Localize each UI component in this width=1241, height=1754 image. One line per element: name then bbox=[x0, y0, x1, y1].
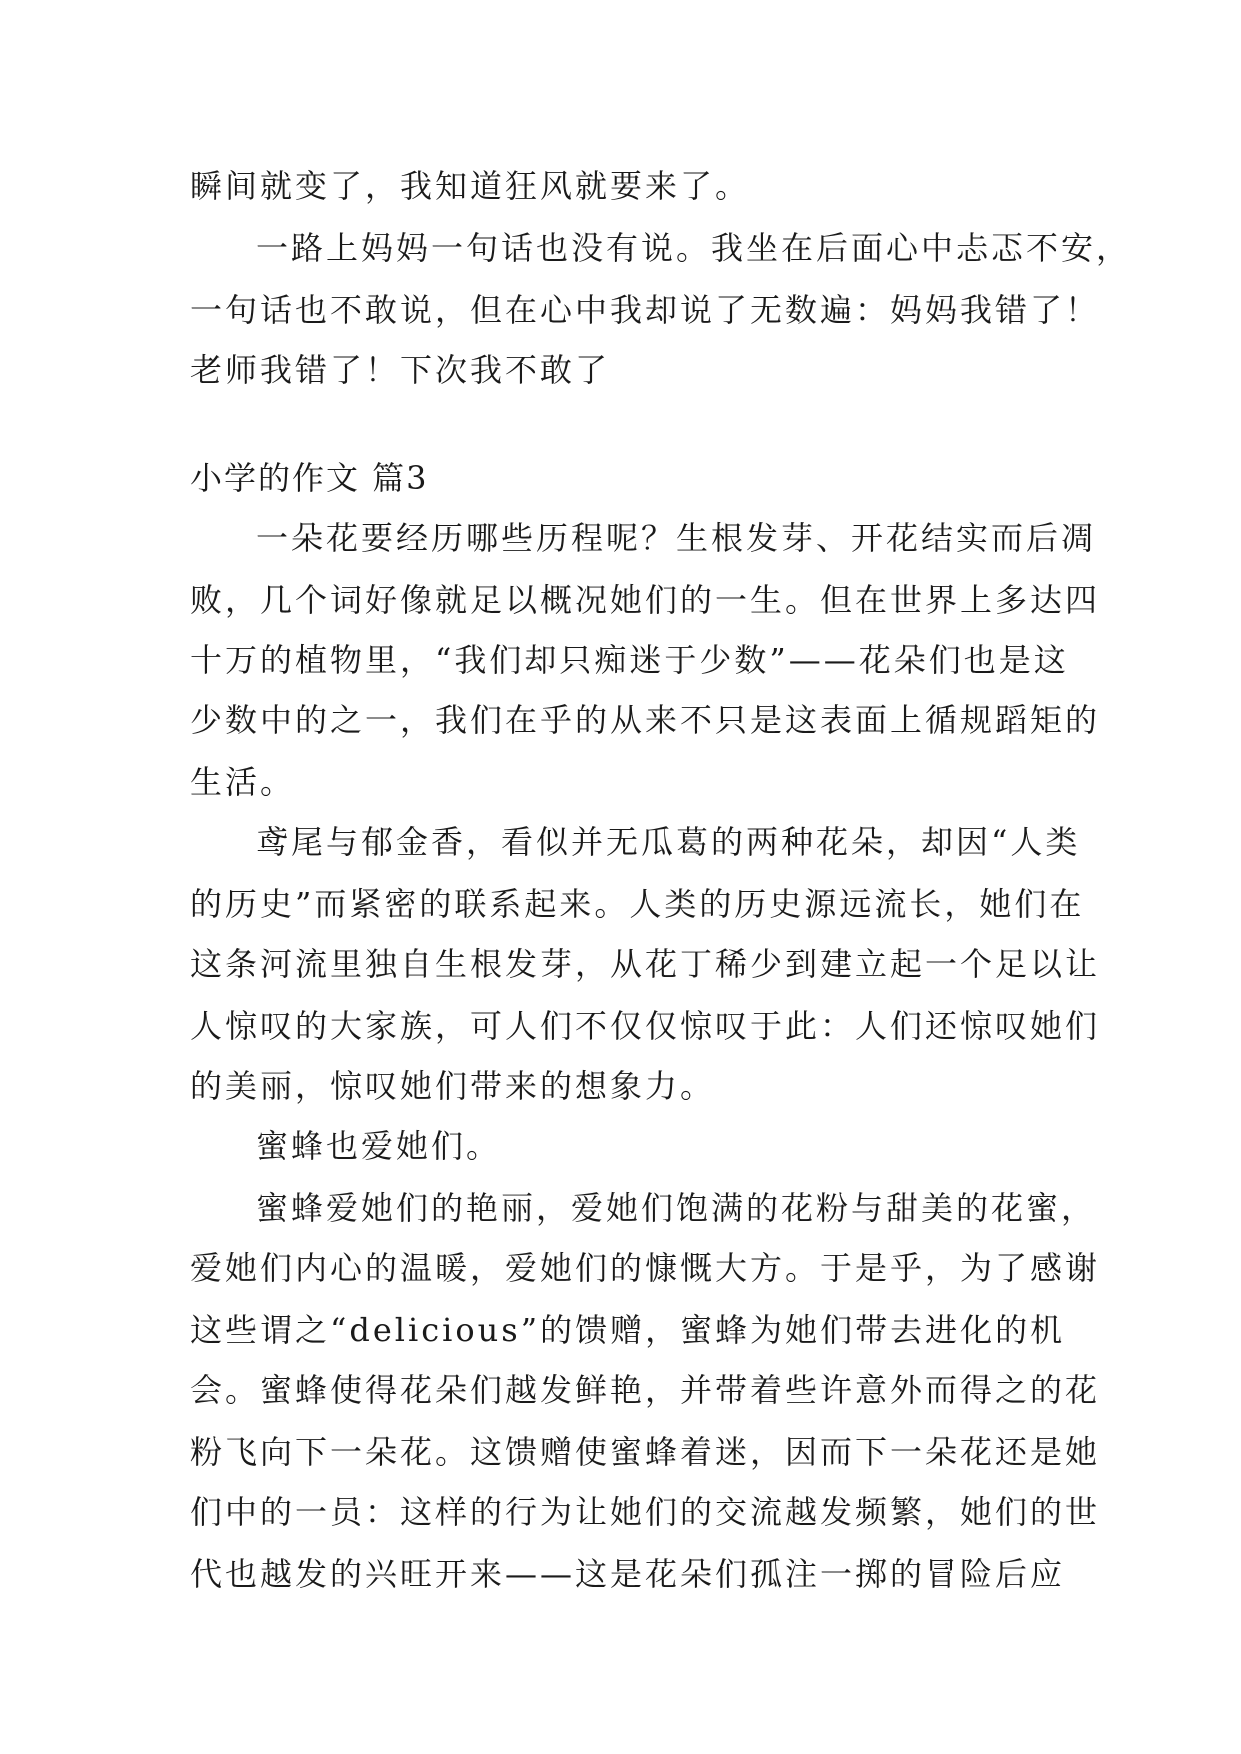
text-line: 一句话也不敢说，但在心中我却说了无数遍：妈妈我错了！ bbox=[190, 291, 1101, 329]
text-line: 们中的一员：这样的行为让她们的交流越发频繁，她们的世 bbox=[190, 1493, 1101, 1531]
text-line: 代也越发的兴旺开来——这是花朵们孤注一掷的冒险后应 bbox=[190, 1555, 1066, 1593]
text-line: 的历史”而紧密的联系起来。人类的历史源远流长，她们在 bbox=[190, 885, 1085, 923]
text-line: 这些谓之“delicious”的馈赠，蜜蜂为她们带去进化的机 bbox=[190, 1311, 1066, 1349]
text-line: 老师我错了！下次我不敢了 bbox=[190, 351, 611, 389]
text-line: 的美丽，惊叹她们带来的想象力。 bbox=[190, 1067, 716, 1105]
text-line: 败，几个词好像就足以概况她们的一生。但在世界上多达四 bbox=[190, 581, 1101, 619]
text-line: 粉飞向下一朵花。这馈赠使蜜蜂着迷，因而下一朵花还是她 bbox=[190, 1433, 1101, 1471]
text-line: 爱她们内心的温暖，爱她们的慷慨大方。于是乎，为了感谢 bbox=[190, 1249, 1101, 1287]
text-line: 一朵花要经历哪些历程呢？生根发芽、开花结实而后凋 bbox=[256, 519, 1097, 557]
text-line: 少数中的之一，我们在乎的从来不只是这表面上循规蹈矩的 bbox=[190, 701, 1101, 739]
text-line: 蜜蜂爱她们的艳丽，爱她们饱满的花粉与甜美的花蜜， bbox=[256, 1189, 1097, 1227]
text-line: 人惊叹的大家族，可人们不仅仅惊叹于此：人们还惊叹她们 bbox=[190, 1007, 1101, 1045]
text-line: 这条河流里独自生根发芽，从花丁稀少到建立起一个足以让 bbox=[190, 945, 1101, 983]
text-line: 一路上妈妈一句话也没有说。我坐在后面心中忐忑不安， bbox=[256, 229, 1132, 267]
text-line: 鸢尾与郁金香，看似并无瓜葛的两种花朵，却因“人类 bbox=[256, 823, 1081, 861]
text-line: 蜜蜂也爱她们。 bbox=[256, 1127, 502, 1165]
text-line: 会。蜜蜂使得花朵们越发鲜艳，并带着些许意外而得之的花 bbox=[190, 1371, 1101, 1409]
text-line: 生活。 bbox=[190, 763, 296, 801]
text-line: 十万的植物里，“我们却只痴迷于少数”——花朵们也是这 bbox=[190, 641, 1069, 679]
text-line: 瞬间就变了，我知道狂风就要来了。 bbox=[190, 167, 751, 205]
section-heading: 小学的作文 篇3 bbox=[190, 459, 429, 497]
